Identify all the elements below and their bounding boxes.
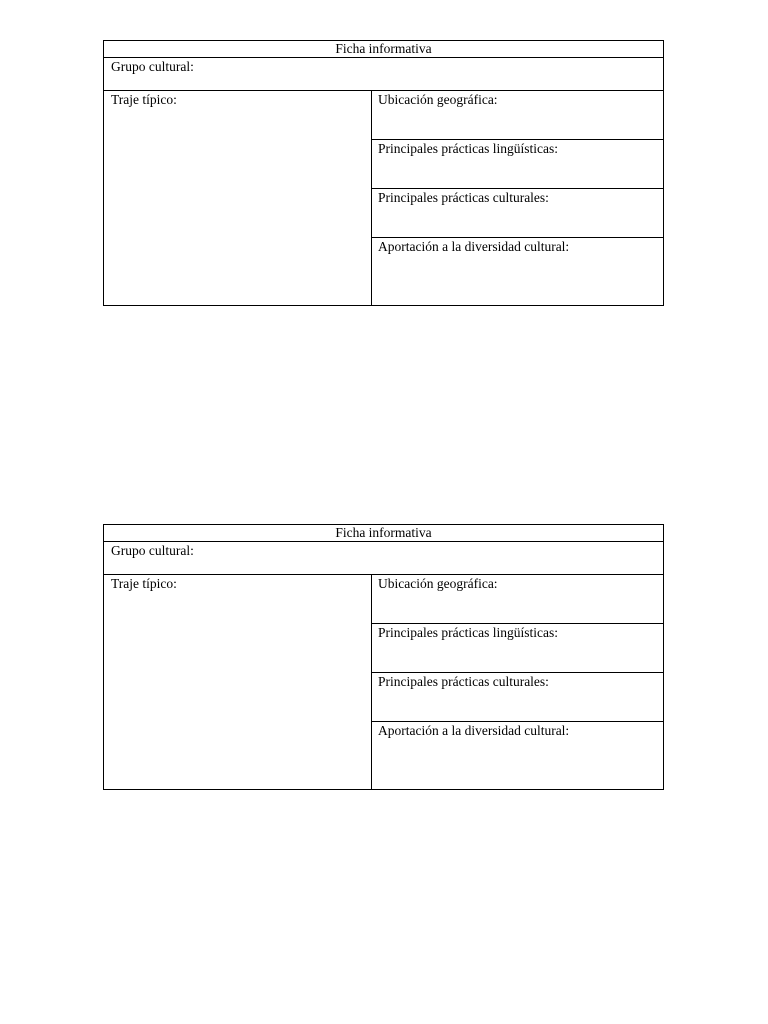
ficha-title: Ficha informativa xyxy=(104,525,663,542)
ubicacion-geografica-cell: Ubicación geográfica: xyxy=(372,575,663,624)
aportacion-diversidad-cell: Aportación a la diversidad cultural: xyxy=(378,239,570,254)
ubicacion-geografica-cell: Ubicación geográfica: xyxy=(372,91,663,140)
practicas-culturales-cell: Principales prácticas culturales: xyxy=(372,673,663,722)
ficha-right-column xyxy=(372,575,663,789)
ficha-body-row xyxy=(104,91,663,305)
ficha-informativa-table xyxy=(103,40,664,306)
traje-tipico-cell: Traje típico: xyxy=(104,91,372,305)
ficha-right-column xyxy=(372,91,663,305)
ficha-body-row xyxy=(104,575,663,789)
practicas-linguisticas-cell: Principales prácticas lingüísticas: xyxy=(372,140,663,189)
practicas-culturales-cell: Principales prácticas culturales: xyxy=(372,189,663,238)
ficha-title: Ficha informativa xyxy=(104,41,663,58)
aportacion-diversidad-cell: Aportación a la diversidad cultural: xyxy=(378,723,570,738)
practicas-linguisticas-cell: Principales prácticas lingüísticas: xyxy=(372,624,663,673)
grupo-cultural-cell: Grupo cultural: xyxy=(104,58,663,91)
traje-tipico-cell: Traje típico: xyxy=(104,575,372,789)
grupo-cultural-cell: Grupo cultural: xyxy=(104,542,663,575)
ficha-informativa-table xyxy=(103,524,664,790)
